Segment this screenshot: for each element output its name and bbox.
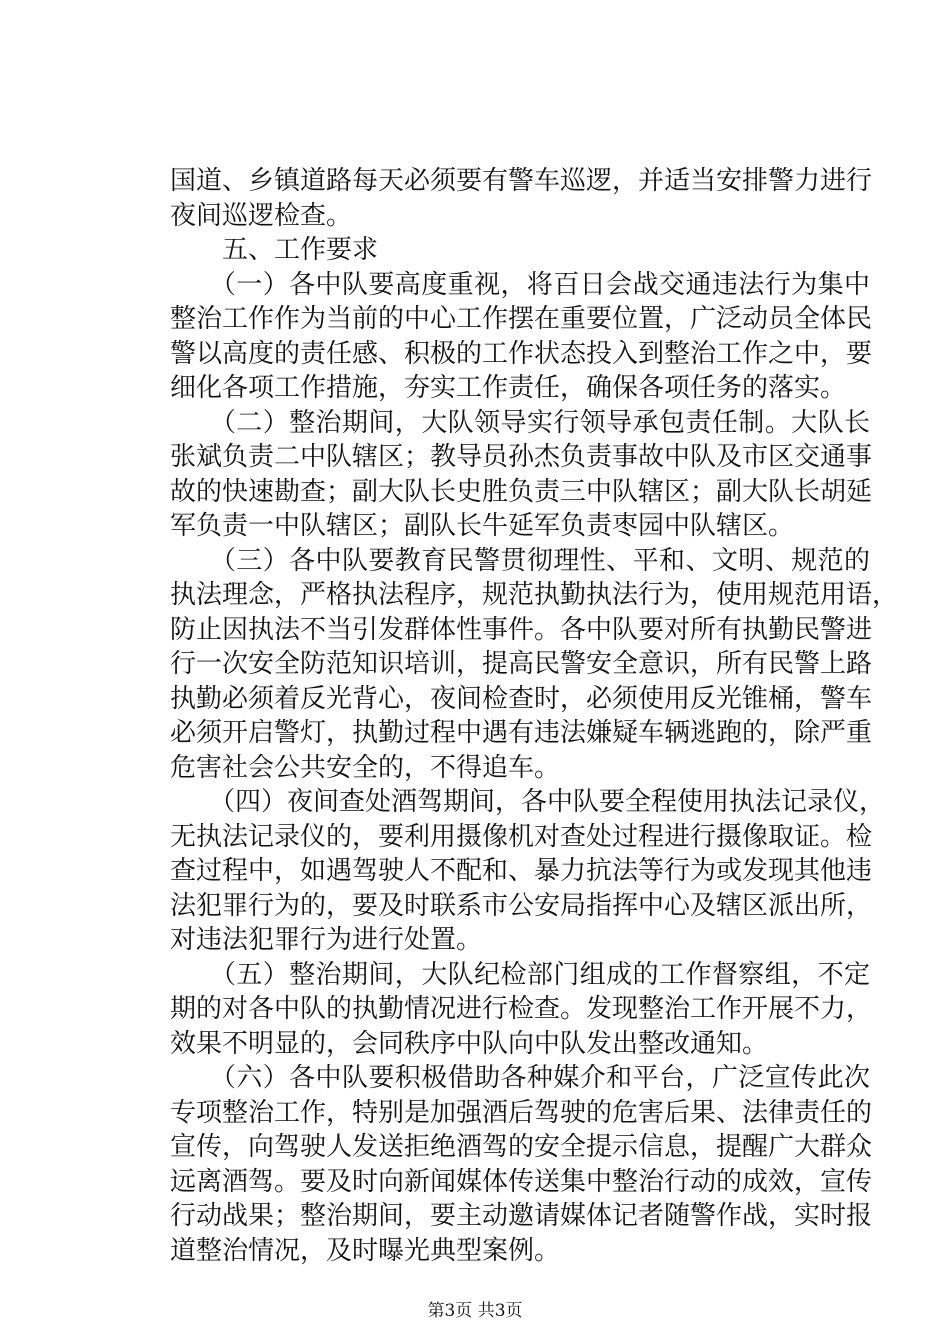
text-line: （一）各中队要高度重视，将百日会战交通违法行为集中 [170,269,870,300]
text-line: 警以高度的责任感、积极的工作状态投入到整治工作之中，要 [170,338,873,369]
page-footer: 第3页 共3页 [427,1301,523,1321]
text-line: 效果不明显的，会同秩序中队向中队发出整改通知。 [170,1028,769,1059]
text-line: 对违法犯罪行为进行处置。 [170,925,483,955]
text-line: （三）各中队要教育民警贯彻理性、平和、文明、规范的 [170,545,870,576]
text-line: 必须开启警灯，执勤过程中遇有违法嫌疑车辆逃跑的，除严重 [170,718,873,748]
text-line: （五）整治期间，大队纪检部门组成的工作督察组，不定 [170,959,870,990]
text-line: 夜间巡逻检查。 [170,200,353,231]
text-line: 查过程中，如遇驾驶人不配和、暴力抗法等行为或发现其他违 [170,856,873,886]
text-line: （二）整治期间，大队领导实行领导承包责任制。大队长 [170,407,870,438]
text-line: 执勤必须着反光背心，夜间检查时，必须使用反光锥桶，警车 [170,683,873,714]
text-line: 远离酒驾。要及时向新闻媒体传送集中整治行动的成效，宣传 [170,1166,873,1197]
text-line: 细化各项工作措施，夯实工作责任，确保各项任务的落实。 [170,373,847,403]
text-line: 张斌负责二中队辖区；教导员孙杰负责事故中队及市区交通事 [170,442,873,472]
text-line: 五、工作要求 [170,235,379,265]
text-line: （六）各中队要积极借助各种媒介和平台，广泛宣传此次 [170,1063,870,1093]
text-line: （四）夜间查处酒驾期间，各中队要全程使用执法记录仪， [170,787,886,817]
text-line: 行动战果；整治期间，要主动邀请媒体记者随警作战，实时报 [170,1201,873,1231]
text-line: 宣传，向驾驶人发送拒绝酒驾的安全提示信息，提醒广大群众 [170,1132,873,1162]
text-line: 法犯罪行为的，要及时联系市公安局指挥中心及辖区派出所， [170,890,873,921]
text-line: 行一次安全防范知识培训，提高民警安全意识，所有民警上路 [170,649,873,679]
text-line: 道整治情况，及时曝光典型案例。 [170,1235,561,1266]
text-line: 危害社会公共安全的，不得追车。 [170,752,561,783]
text-line: 执法理念，严格执法程序，规范执勤执法行为，使用规范用语， [170,580,899,610]
text-line: 专项整治工作，特别是加强酒后驾驶的危害后果、法律责任的 [170,1097,873,1128]
text-line: 故的快速勘查；副大队长史胜负责三中队辖区；副大队长胡延 [170,476,873,507]
text-line: 整治工作作为当前的中心工作摆在重要位置，广泛动员全体民 [170,304,873,334]
text-line: 国道、乡镇道路每天必须要有警车巡逻，并适当安排警力进行 [170,166,873,196]
text-line: 无执法记录仪的，要利用摄像机对查处过程进行摄像取证。检 [170,821,873,852]
text-line: 期的对各中队的执勤情况进行检查。发现整治工作开展不力， [170,994,873,1024]
text-line: 防止因执法不当引发群体性事件。各中队要对所有执勤民警进 [170,614,873,645]
text-line: 军负责一中队辖区；副队长牛延军负责枣园中队辖区。 [170,511,795,541]
